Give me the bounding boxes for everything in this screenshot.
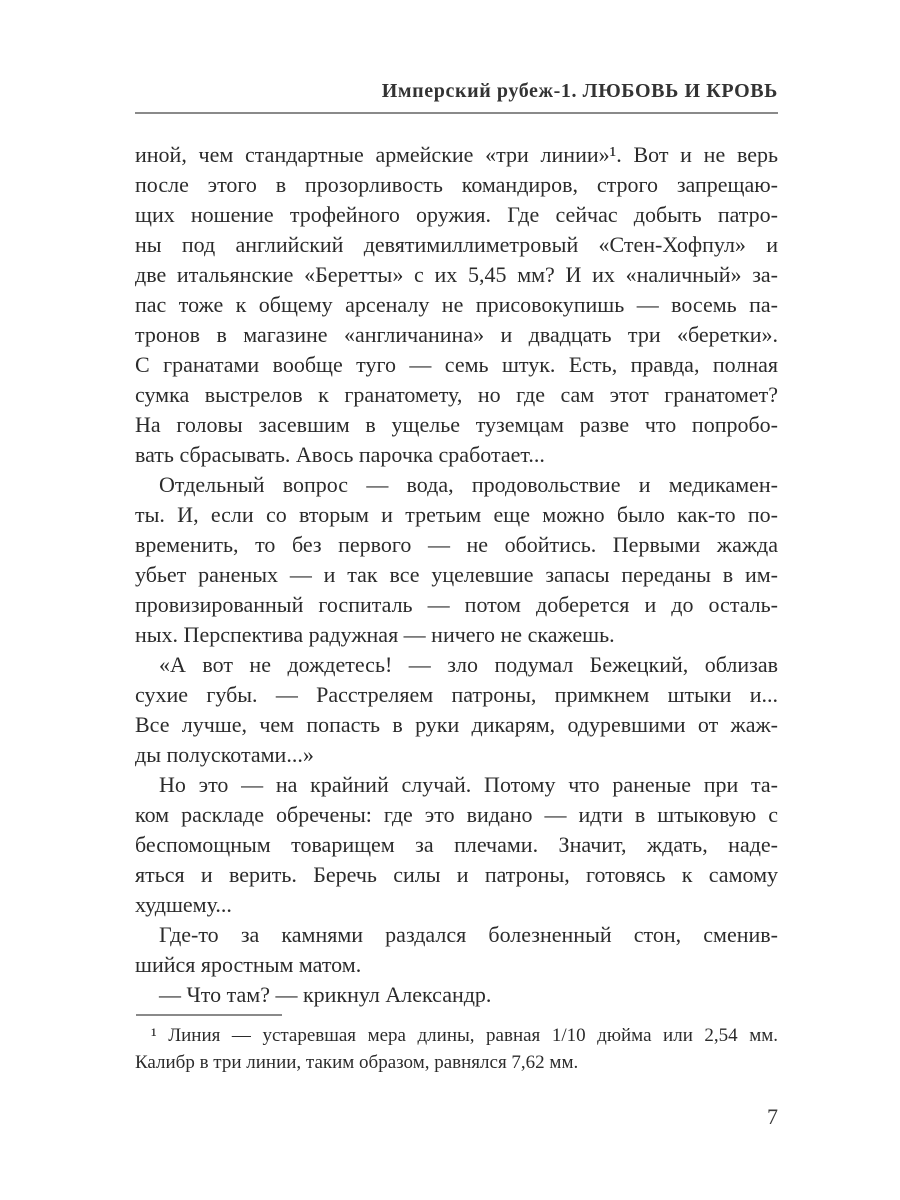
paragraph bbox=[135, 140, 778, 470]
text-line: тронов в магазине «англичанина» и двадцать три «беретки». bbox=[135, 322, 778, 347]
page-content bbox=[135, 0, 778, 1076]
text-line: ных. Перспектива радужная — ничего не скажешь. bbox=[135, 622, 615, 647]
text-line: сумка выстрелов к гранатомету, но где сам этот гранатомет? bbox=[135, 382, 778, 407]
text-line: Где-то за камнями раздался болезненный стон, сменив- bbox=[159, 922, 778, 947]
text-line: худшему... bbox=[135, 892, 232, 917]
text-line: яться и верить. Беречь силы и патроны, готовясь к самому bbox=[135, 862, 778, 887]
footnote-separator bbox=[136, 1014, 282, 1016]
paragraph bbox=[135, 920, 778, 980]
footnote bbox=[135, 1022, 778, 1076]
text-line: ты. И, если со вторым и третьим еще можно было как-то по- bbox=[135, 502, 778, 527]
running-header: Имперский рубеж-1. ЛЮБОВЬ И КРОВЬ bbox=[381, 80, 778, 102]
text-line: шийся яростным матом. bbox=[135, 952, 362, 977]
text-line: щих ношение трофейного оружия. Где сейчас добыть патро- bbox=[135, 202, 778, 227]
paragraph bbox=[135, 470, 778, 650]
text-line: Все лучше, чем попасть в руки дикарям, одуревшими от жаж- bbox=[135, 712, 778, 737]
text-line: пас тоже к общему арсеналу не присовокупишь — восемь па- bbox=[135, 292, 778, 317]
text-line: вать сбрасывать. Авось парочка сработает... bbox=[135, 442, 545, 467]
text-line: убьет раненых — и так все уцелевшие запасы переданы в им- bbox=[135, 562, 778, 587]
text-line: На головы засевшим в ущелье туземцам разве что попробо- bbox=[135, 412, 778, 437]
text-line: С гранатами вообще туго — семь штук. Есть, правда, полная bbox=[135, 352, 778, 377]
text-line: Но это — на крайний случай. Потому что раненые при та- bbox=[159, 772, 778, 797]
text-line: сухие губы. — Расстреляем патроны, примкнем штыки и... bbox=[135, 682, 778, 707]
page-number: 7 bbox=[767, 1104, 778, 1129]
paragraph bbox=[135, 980, 778, 1010]
text-line: после этого в прозорливость командиров, строго запрещаю- bbox=[135, 172, 778, 197]
body-text bbox=[135, 140, 778, 1010]
paragraph bbox=[135, 770, 778, 920]
text-line: временить, то без первого — не обойтись. Первыми жажда bbox=[135, 532, 778, 557]
text-line: Отдельный вопрос — вода, продовольствие и медикамен- bbox=[159, 472, 778, 497]
paragraph bbox=[135, 650, 778, 770]
text-line: — Что там? — крикнул Александр. bbox=[159, 982, 492, 1007]
header-rule bbox=[135, 112, 778, 114]
text-line: ¹ Линия — устаревшая мера длины, равная 1/10 дюйма или 2,54 мм. bbox=[151, 1025, 778, 1046]
text-line: две итальянские «Беретты» с их 5,45 мм? И их «наличный» за- bbox=[135, 262, 778, 287]
text-line: ны под английский девятимиллиметровый «Стен-Хофпул» и bbox=[135, 232, 778, 257]
text-line: Калибр в три линии, таким образом, равнялся 7,62 мм. bbox=[135, 1052, 579, 1073]
text-line: провизированный госпиталь — потом доберется и до осталь- bbox=[135, 592, 778, 617]
text-line: иной, чем стандартные армейские «три линии»¹. Вот и не верь bbox=[135, 142, 778, 167]
text-line: ды полускотами...» bbox=[135, 742, 314, 767]
text-line: беспомощным товарищем за плечами. Значит, ждать, наде- bbox=[135, 832, 778, 857]
text-line: ком раскладе обречены: где это видано — идти в штыковую с bbox=[135, 802, 778, 827]
text-line: «А вот не дождетесь! — зло подумал Бежецкий, облизав bbox=[159, 652, 778, 677]
